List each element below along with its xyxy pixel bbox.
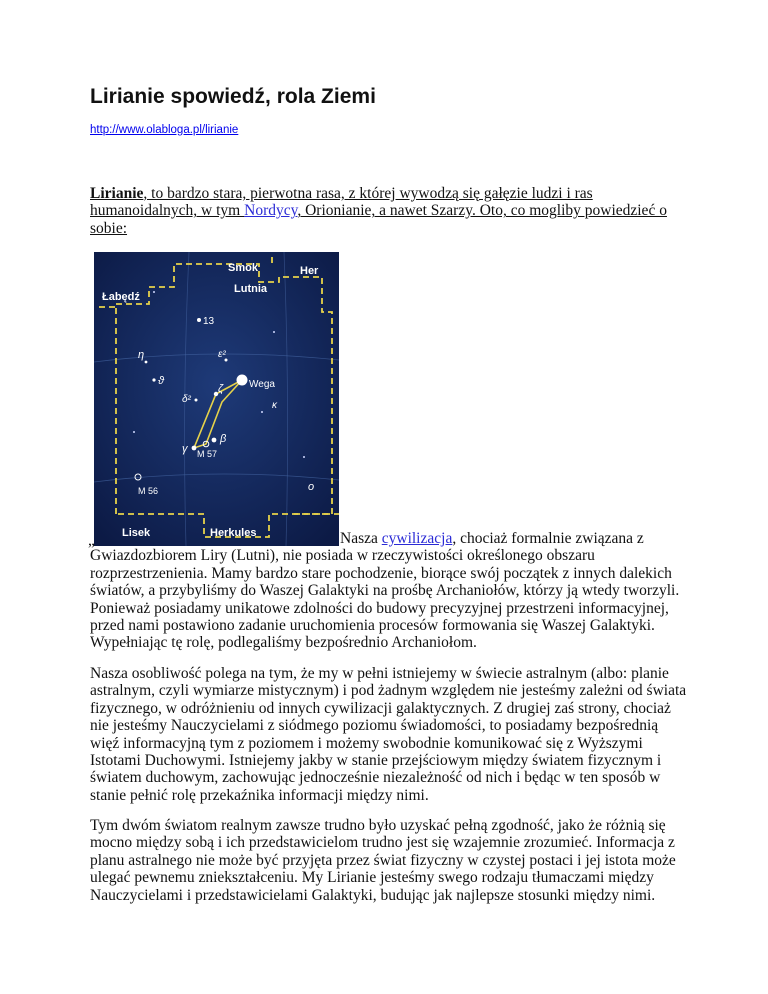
eta-star [145, 361, 148, 364]
page-title: Lirianie spowiedź, rola Ziemi [90, 85, 376, 108]
paragraph-1 [90, 530, 690, 652]
label-m57: M 57 [197, 449, 218, 459]
label-lutnia: Lutnia [234, 283, 267, 295]
source-link[interactable]: http://www.olabloga.pl/lirianie [90, 124, 239, 136]
faint-star [153, 291, 155, 293]
label-delta2: δ² [182, 394, 191, 405]
intro-paragraph [90, 185, 690, 237]
label-m56: M 56 [138, 486, 159, 496]
label-eta: η [138, 349, 145, 361]
label-her: Her [300, 265, 319, 277]
label-zeta: ζ [218, 383, 224, 395]
faint-star [261, 411, 263, 413]
wega-star [237, 375, 248, 386]
label-lisek: Lisek [122, 527, 151, 539]
label-beta: β [220, 433, 227, 445]
intro-bold-word: Lirianie [90, 185, 144, 202]
label-smok: Smok [228, 262, 258, 274]
paragraph-2: Nasza osobliwość polega na tym, że my w pełni istniejemy w świecie astralnym (albo: planie astralnym, czyli wymiarze mistycznym) i pod żadnym względem nie jesteśmy zależni od świata fizycznego, w odróżnieniu od innych cywilizacji galaktycznych. Z drugiej zaś strony, chociaż nie jesteśmy Nauczycielami z siódmego poziomu świadomości, to posiadamy bezpośrednią więź informacyjną tym z poziomem i możemy swobodnie komunikować się z Wyższymi Istotami Duchowymi. Istniejemy jakby w stanie przejściowym między światem fizycznym i światem duchowym, zachowując jednocześnie niezależność od nich i będąc w ten sposób w stanie pełnić rolę przekaźnika informacji między nimi. [90, 665, 687, 804]
label-theta: ϑ [158, 375, 165, 387]
label-epsilon2: ε² [218, 349, 226, 360]
label-gamma: γ [182, 443, 188, 455]
cywilizacja-link[interactable]: cywilizacja [381, 530, 453, 547]
delta-star [195, 399, 198, 402]
lyra-constellation-map [94, 252, 339, 546]
quote-mark: „ [88, 532, 95, 549]
faint-star [303, 456, 305, 458]
para1-text-b: , chociaż formalnie związana z Gwiazdozbiorem Liry (Lutni), nie posiada w rzeczywistości określonego obszaru rozprzestrzenienia. Mamy bardzo stare pochodzenie, biorące swój początek z innych dalekich światów, a przybyliśmy do Waszej Galaktyki na prośbę Archaniołów, którzy ją wtedy tworzyli. Ponieważ posiadamy unikatowe zdolności do budowy precyzyjnej przestrzeni informacyjnej, przed nami postawiono zadanie uruchomienia procesów formowania się Waszej Galaktyki. Wypełniając tę rolę, podlegaliśmy bezpośrednio Archaniołom. [90, 530, 680, 652]
beta-star [212, 438, 217, 443]
label-omicron: o [308, 481, 315, 493]
paragraph-3: Tym dwóm światom realnym zawsze trudno było uzyskać pełną zgodność, jako że różnią się mocno między sobą i ich przedstawicielom trudno jest się wzajemnie zrozumieć. Informacja z planu astralnego nie może być przyjęta przez świat fizyczny w czystej postaci i jej istota może ulegać pewnemu zniekształceniu. My Lirianie jesteśmy swego rodzaju tłumaczami między Nauczycielami i przedstawicielami Galaktyki, budując jak najlepsze stosunki między nimi. [90, 817, 676, 904]
label-kappa: κ [272, 400, 277, 411]
nordycy-link[interactable]: Nordycy [244, 202, 298, 220]
label-herkules: Herkules [210, 527, 257, 539]
star-13 [197, 318, 201, 322]
intro-text-a: , to bardzo stara, pierwotna rasa, z której wywodzą się gałęzie ludzi i ras humanoidalnych, w tym [90, 185, 593, 220]
faint-star [133, 431, 135, 433]
constellation-figure [90, 252, 690, 546]
label-labedz: Łabędź [102, 291, 140, 303]
faint-star [273, 331, 275, 333]
intro-text-b: , Orionianie, a nawet Szarzy. Oto, co mogliby powiedzieć o sobie: [90, 202, 667, 237]
label-13: 13 [203, 316, 215, 327]
label-wega: Wega [249, 379, 275, 390]
theta-star [152, 378, 155, 381]
gamma-star [192, 446, 197, 451]
para1-text-a: Nasza [340, 530, 382, 547]
